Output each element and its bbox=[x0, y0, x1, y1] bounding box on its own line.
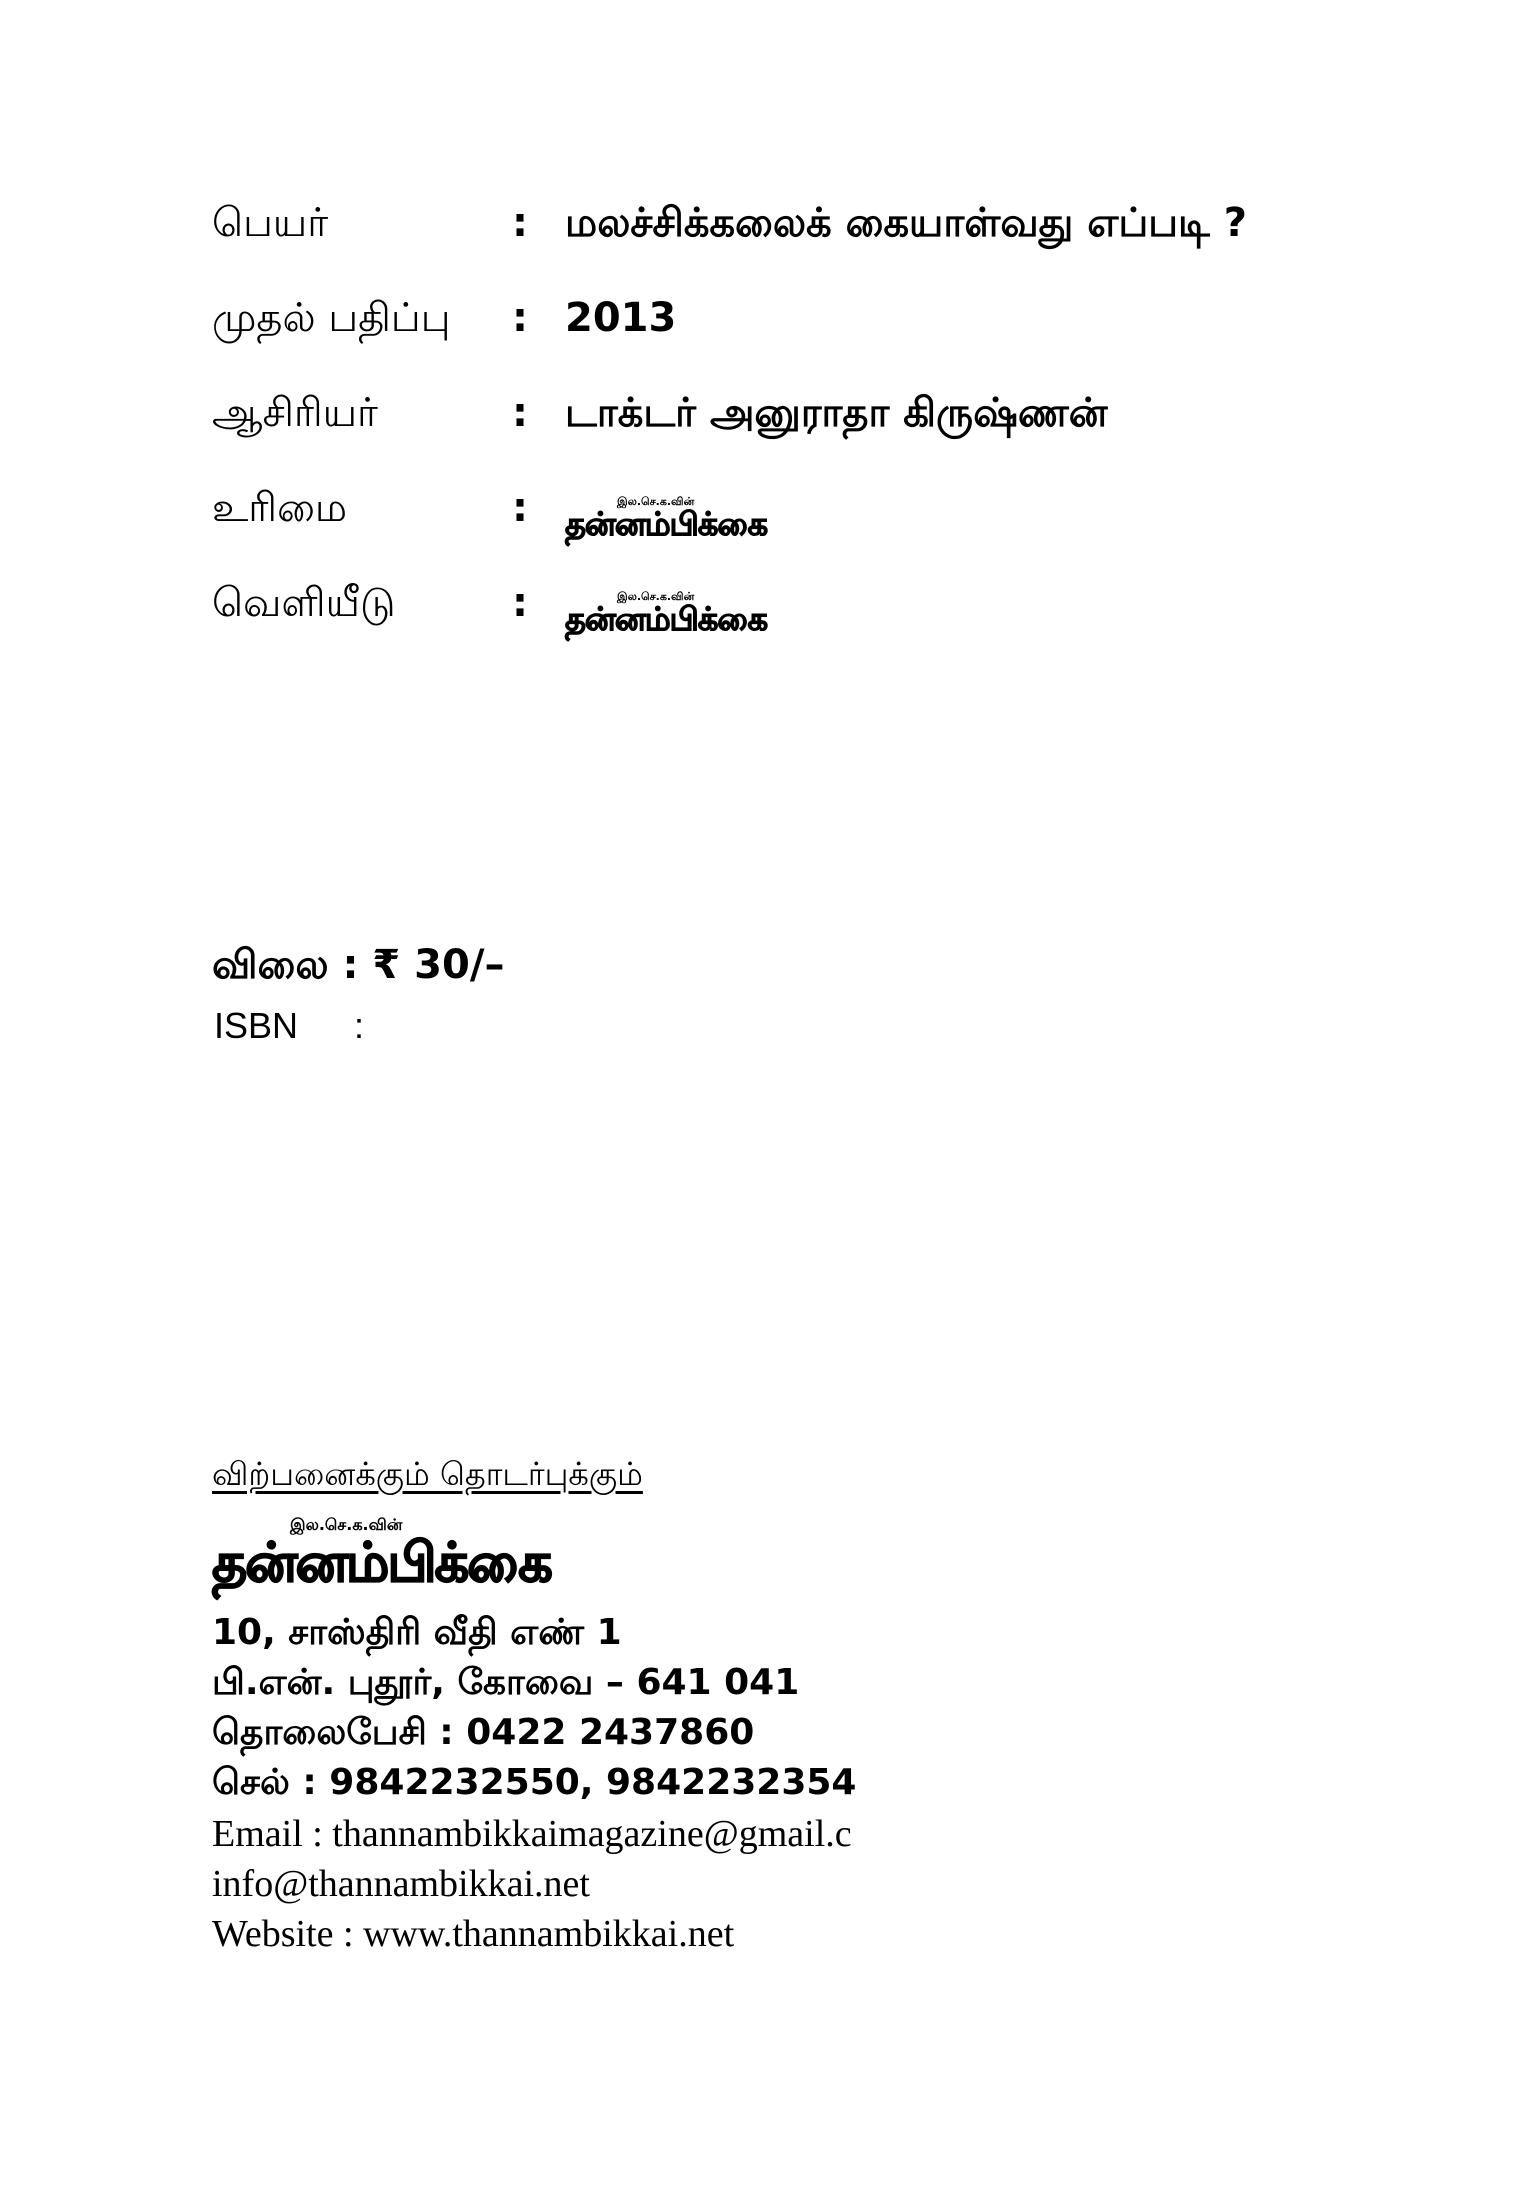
detail-label: உரிமை bbox=[212, 485, 348, 531]
logo-tagline: இல.செ.க.வின் bbox=[617, 495, 695, 508]
detail-colon: : bbox=[512, 485, 528, 531]
email-line-2: info@thannambikkai.net bbox=[212, 1863, 590, 1905]
book-title: மலச்சிக்கலைக் கையாள்வது எப்படி ? bbox=[565, 200, 1247, 246]
contact-heading: விற்பனைக்கும் தொடர்புக்கும் bbox=[212, 1455, 643, 1493]
publisher-logo-large bbox=[212, 1515, 632, 1615]
logo-name: தன்னம்பிக்கை bbox=[212, 1531, 551, 1594]
isbn-line bbox=[214, 1005, 365, 1047]
logo-name: தன்னம்பிக்கை bbox=[565, 600, 768, 638]
detail-label: வெளியீடு bbox=[212, 580, 396, 626]
detail-colon: : bbox=[512, 295, 528, 341]
edition-year: 2013 bbox=[565, 295, 677, 341]
detail-label: ஆசிரியர் bbox=[212, 390, 378, 436]
address-line-1: 10, சாஸ்திரி வீதி எண் 1 bbox=[212, 1612, 622, 1653]
detail-label: முதல் பதிப்பு bbox=[212, 295, 451, 341]
isbn-colon: : bbox=[354, 1005, 365, 1046]
detail-colon: : bbox=[512, 390, 528, 436]
author-name: டாக்டர் அனுராதா கிருஷ்ணன் bbox=[565, 390, 1108, 436]
logo-tagline: இல.செ.க.வின் bbox=[290, 1515, 403, 1534]
publisher-logo bbox=[565, 590, 825, 650]
detail-label: பெயர் bbox=[212, 200, 329, 246]
detail-colon: : bbox=[512, 580, 528, 626]
mobile-line: செல் : 9842232550, 9842232354 bbox=[212, 1762, 857, 1803]
isbn-label: ISBN bbox=[214, 1005, 299, 1046]
address-line-2: பி.என். புதூர், கோவை – 641 041 bbox=[212, 1662, 800, 1703]
logo-tagline: இல.செ.க.வின் bbox=[617, 590, 695, 603]
logo-name: தன்னம்பிக்கை bbox=[565, 505, 768, 543]
detail-colon: : bbox=[512, 200, 528, 246]
phone-line: தொலைபேசி : 0422 2437860 bbox=[212, 1712, 755, 1753]
price-text: விலை : ₹ 30/– bbox=[212, 942, 505, 988]
publisher-logo bbox=[565, 495, 825, 555]
email-line-1: Email : thannambikkaimagazine@gmail.c bbox=[212, 1813, 852, 1855]
website-line: Website : www.thannambikkai.net bbox=[212, 1913, 735, 1955]
